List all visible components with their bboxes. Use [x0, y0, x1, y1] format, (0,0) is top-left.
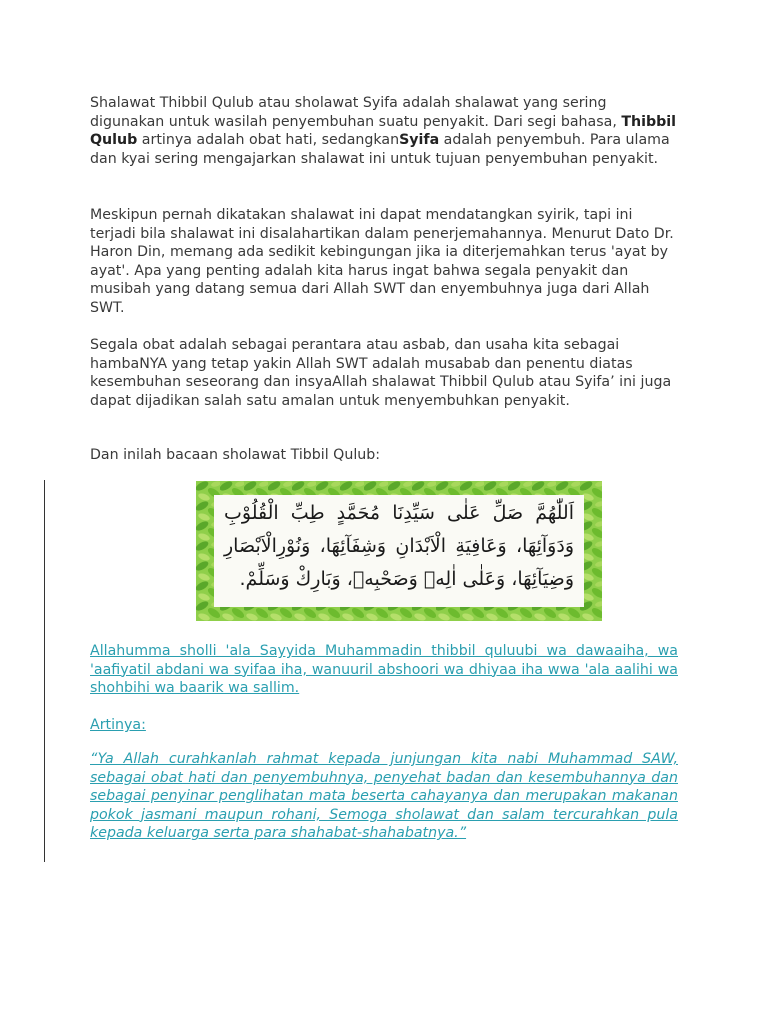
- intro-text: Dan inilah bacaan sholawat Tibbil Qulub:: [90, 447, 381, 463]
- latin-transliteration-link[interactable]: Allahumma sholli 'ala Sayyida Muhammadin thibbil quluubi wa dawaaiha, wa 'aafiyatil abdani wa syifaa iha, wanuuril abshoori wa dhiyaa iha wwa 'ala aalihi wa shohbihi wa baarik wa sallim.: [90, 643, 678, 697]
- paragraph1-text-a: Shalawat Thibbil Qulub atau sholawat Syifa adalah shalawat yang sering digunakan untuk wasilah penyembuhan suatu penyakit. Dari segi bahasa,: [90, 95, 622, 130]
- intro-line: [90, 446, 678, 465]
- paragraph-syirik: [90, 206, 678, 318]
- artinya-label-link[interactable]: Artinya:: [90, 717, 146, 733]
- paragraph3-text: Segala obat adalah sebagai perantara atau asbab, dan usaha kita sebagai hambaNYA yang tetap yakin Allah SWT adalah musabab dan penentu diatas kesembuhan seseorang dan insyaAllah shalawat Thibbil Qulub atau Syifa’ ini juga dapat dijadikan salah satu amalan untuk menyembuhkan penyakit.: [90, 337, 672, 409]
- shalawat-arabic-image: [196, 481, 602, 621]
- translation-link[interactable]: “Ya Allah curahkanlah rahmat kepada junjungan kita nabi Muhammad SAW, sebagai obat hati dan penyembuhnya, penyehat badan dan kesembuhannya dan sebagai penyinar penglihatan mata beserta cahayanya dan merupakan makanan pokok jasmani maupun rohani, Semoga sholawat dan salam tercurahkan pula kepada keluarga serta para shahabat-shahabatnya.”: [90, 751, 678, 842]
- margin-line: [44, 480, 45, 862]
- term-thibbil-qulub: Thibbil Qulub: [90, 113, 677, 149]
- paragraph1-text-c: adalah penyembuh. Para ulama dan kyai sering mengajarkan shalawat ini untuk tujuan penyembuhan penyakit.: [90, 132, 670, 167]
- paragraph1-text-b: artinya adalah obat hati, sedangkan: [137, 132, 400, 149]
- arabic-shalawat-text: اَللّٰهُمَّ صَلِّ عَلٰى سَيِّدِنَا مُحَمَّدٍ طِبِّ الْقُلُوْبِ وَدَوَآئِهَا، وَعَافِيَةِ الْاَبْدَانِ وَشِفَآئِهَا، وَنُوْرِالْاَبْصَارِ وَضِيَآئِهَا، وَعَلٰى اٰلِهٖ وَصَحْبِهٖ، وَبَارِكْ وَسَلِّمْ.: [214, 495, 584, 607]
- paragraph2-text: Meskipun pernah dikatakan shalawat ini dapat mendatangkan syirik, tapi ini terjadi bila shalawat ini disalahartikan dalam penerjemahannya. Menurut Dato Dr. Haron Din, memang ada sedikit kebingungan jika ia diterjemahkan terus 'ayat by ayat'. Apa yang penting adalah kita harus ingat bahwa segala penyakit dan musibah yang datang semua dari Allah SWT dan enyembuhnya juga dari Allah SWT.: [90, 207, 674, 316]
- term-syifa: Syifa: [399, 132, 440, 149]
- paragraph-definition: [90, 94, 678, 168]
- paragraph-obat: [90, 336, 678, 410]
